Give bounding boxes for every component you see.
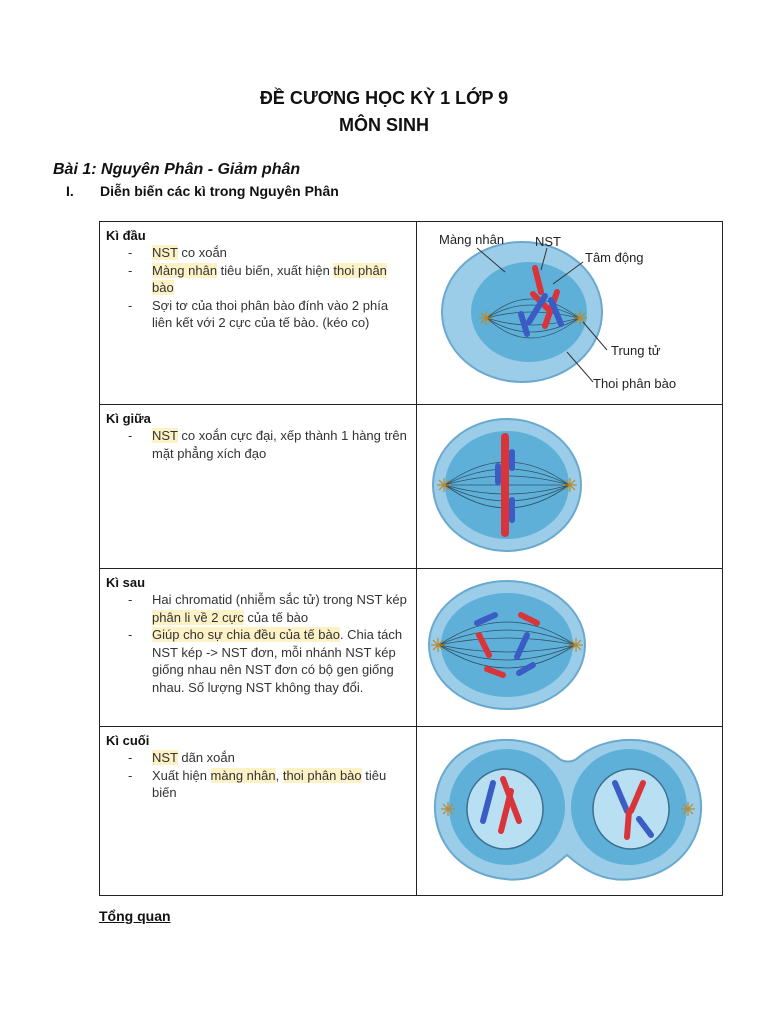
highlighted-text: thoi phân bào (152, 262, 387, 295)
overview-heading: Tổng quan (99, 908, 171, 924)
point-text: Sợi tơ của thoi phân bào đính vào 2 phía liên kết với 2 cực của tế bào. (kéo co) (152, 297, 389, 330)
section-number: I. (66, 183, 74, 199)
stage-point (128, 427, 410, 462)
highlighted-text: NST (152, 750, 178, 765)
anaphase-figure-cell (417, 569, 723, 727)
centriole-right (681, 802, 695, 816)
stage-point (128, 297, 410, 332)
document-subtitle: MÔN SINH (339, 115, 429, 135)
highlighted-text: Màng nhân (152, 262, 218, 278)
point-text: , (275, 767, 283, 783)
point-text: dãn xoắn (177, 750, 235, 765)
highlighted-text: thoi phân bào (282, 767, 362, 783)
point-text: tiêu biến, xuất hiện (217, 262, 334, 278)
centriole-left (441, 802, 455, 816)
centriole-right (569, 638, 583, 652)
stage-point (128, 749, 410, 767)
centriole-right (573, 311, 587, 325)
point-text: Hai chromatid (nhiễm sắc tử) trong NST kép (152, 592, 407, 607)
stage-points (106, 749, 410, 802)
label-nuclear-membrane: Màng nhân (439, 232, 505, 247)
table-row (100, 727, 723, 896)
telophase-figure-cell (417, 727, 723, 896)
document-title: ĐỀ CƯƠNG HỌC KỲ 1 LỚP 9 (259, 88, 509, 108)
stage-name: Kì giữa (106, 411, 151, 426)
highlighted-text: Giúp cho sự chia đều của tế bào (152, 627, 340, 642)
section-title: Diễn biến các kì trong Nguyên Phân (100, 183, 339, 199)
table-row (100, 405, 723, 569)
stage-text-cell (100, 727, 417, 896)
stage-points (106, 591, 410, 696)
stage-point (128, 244, 410, 262)
centriole-left (437, 478, 451, 492)
anaphase-illustration (417, 569, 722, 720)
stage-name: Kì cuối (106, 733, 150, 748)
highlighted-text: NST (152, 428, 178, 443)
metaphase-figure-cell (417, 405, 723, 569)
table-row (100, 569, 723, 727)
stage-point (128, 767, 410, 802)
point-text: của tế bào (243, 609, 309, 625)
stage-points (106, 244, 410, 332)
label-centriole: Trung tử (611, 343, 661, 358)
stage-point (128, 626, 410, 696)
section-heading (66, 183, 339, 199)
centriole-left (479, 311, 493, 325)
highlighted-text: NST (152, 245, 178, 260)
stage-name: Kì đầu (106, 228, 146, 243)
label-nst: NST (535, 234, 561, 249)
point-text: co xoắn (177, 245, 227, 260)
centriole-right (563, 478, 577, 492)
mitosis-stages-table (99, 221, 723, 896)
telophase-illustration (417, 727, 722, 889)
stage-text-cell (100, 222, 417, 405)
lesson-heading: Bài 1: Nguyên Phân - Giảm phân (53, 161, 301, 178)
metaphase-illustration (417, 405, 722, 562)
point-text: co xoắn cực đại, xếp thành 1 hàng trên mặt phẳng xích đạo (152, 428, 407, 461)
point-text: . Chia tách NST kép -> NST đơn, mỗi nhánh NST kép giống nhau nên NST đơn có bộ gen giống nhau. Số lượng NST không thay đổi. (152, 627, 403, 695)
stage-point (128, 591, 410, 626)
stage-point (128, 262, 410, 297)
label-centromere: Tâm động (585, 250, 644, 265)
stage-name: Kì sau (106, 575, 146, 590)
centriole-left (431, 638, 445, 652)
label-spindle: Thoi phân bào (593, 376, 677, 391)
prophase-illustration (417, 222, 722, 398)
prophase-figure-cell (417, 222, 723, 405)
stage-text-cell (100, 569, 417, 727)
highlighted-text: phân li về 2 cực (152, 609, 244, 625)
point-text: Xuất hiện (152, 767, 211, 783)
table-row (100, 222, 723, 405)
point-text: tiêu biến (152, 767, 387, 800)
highlighted-text: màng nhân (210, 767, 276, 783)
stage-text-cell (100, 405, 417, 569)
stage-points (106, 427, 410, 462)
